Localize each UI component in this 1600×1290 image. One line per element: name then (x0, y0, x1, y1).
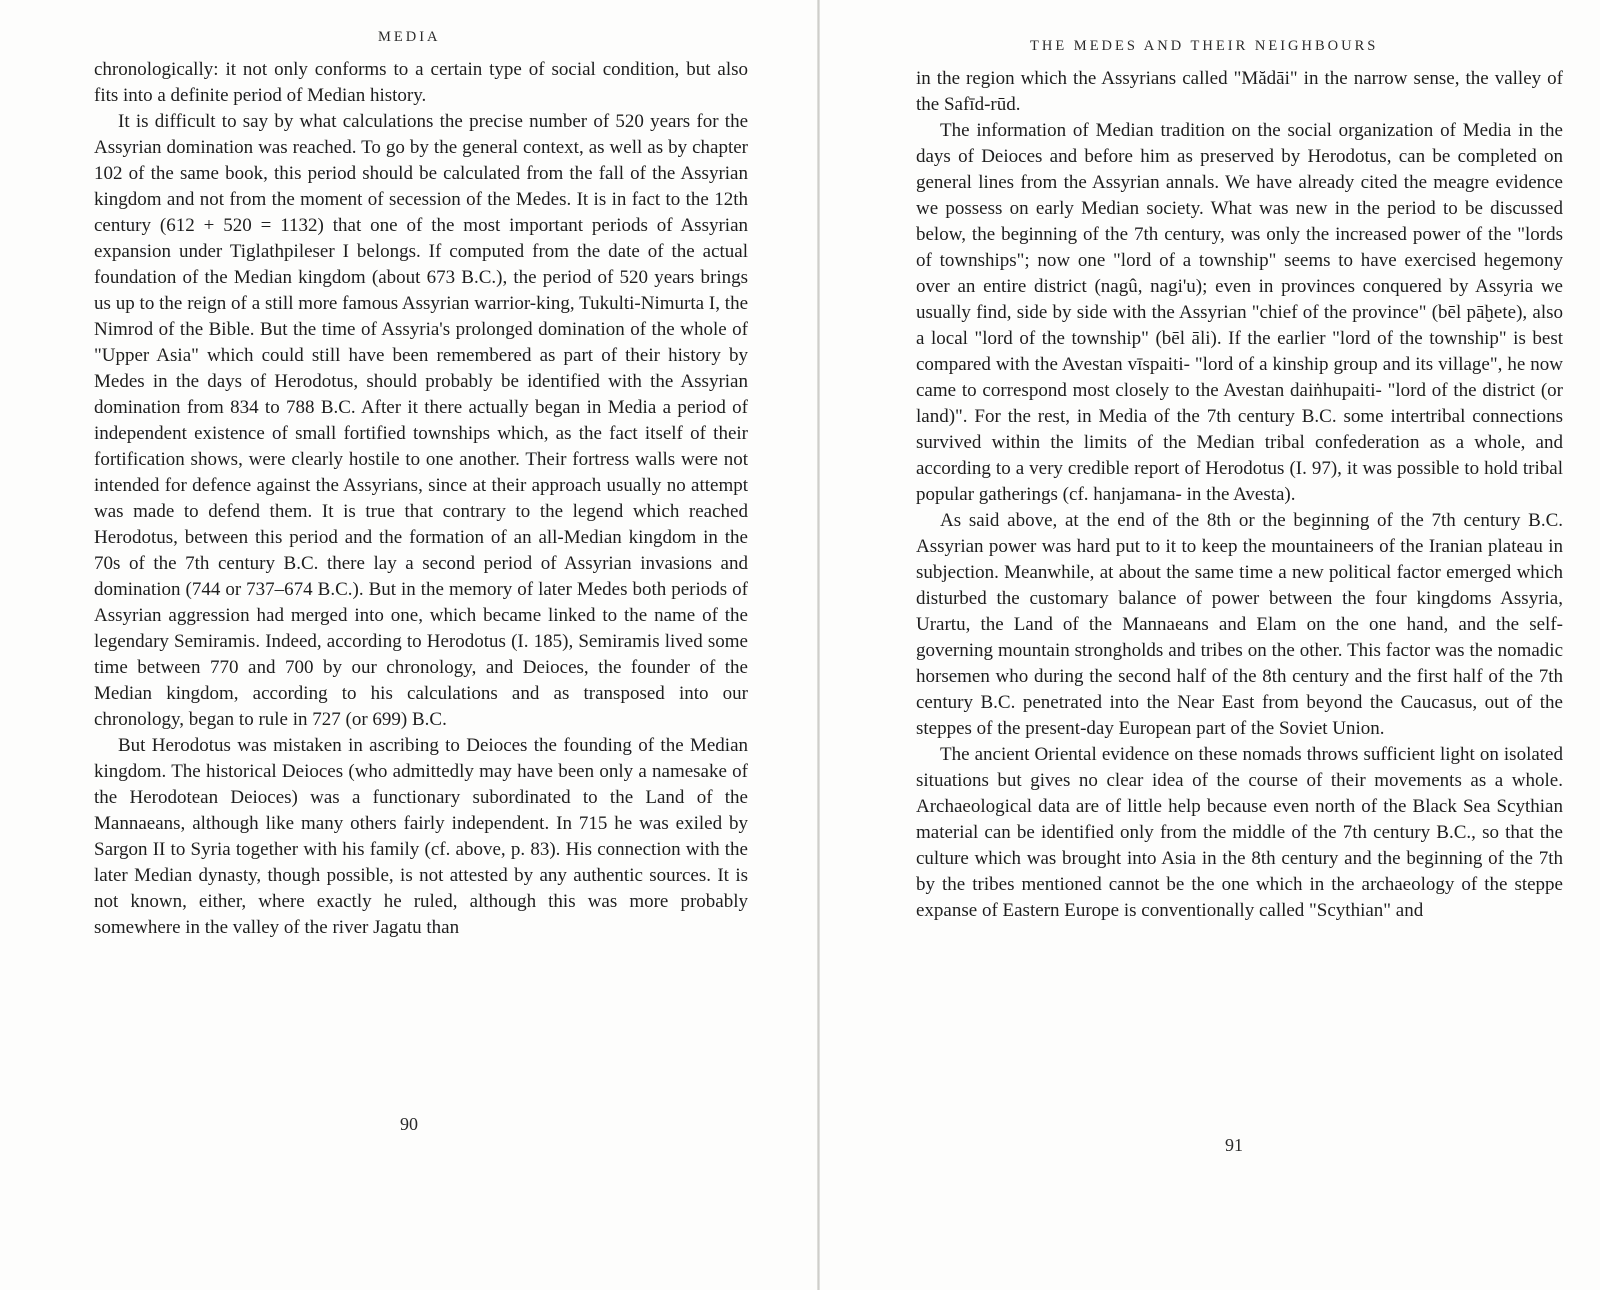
right-page-body (916, 66, 1563, 924)
running-head-left: MEDIA (378, 29, 441, 45)
page-number-left: 90 (400, 1114, 418, 1134)
paragraph: But Herodotus was mistaken in ascribing to Deioces the founding of the Median kingdom. The historical Deioces (who admittedly may have been only a namesake of the Herodotean Deioces) was a functionary subordinated to the Land of the Mannaeans, although like many others fairly independent. In 715 he was exiled by Sargon II to Syria together with his family (cf. above, p. 83). His connection with the later Median dynasty, though possible, is not attested by any authentic sources. It is not known, either, where exactly he ruled, although this was more probably somewhere in the valley of the river Jagatu than (94, 735, 748, 938)
left-page-body (94, 57, 748, 941)
paragraph: in the region which the Assyrians called "Mădāi" in the narrow sense, the valley of the Safīd-rūd. (916, 68, 1563, 115)
paragraph: As said above, at the end of the 8th or the beginning of the 7th century B.C. Assyrian power was hard put to it to keep the mountaineers of the Iranian plateau in subjection. Meanwhile, at about the same time a new political factor emerged which disturbed the customary balance of power between the four kingdoms Assyria, Urartu, the Land of the Mannaeans and Elam on the one hand, and the self-governing mountain strongholds and tribes on the other. This factor was the nomadic horsemen who during the second half of the 8th century and the first half of the 7th century B.C. penetrated into the Near East from beyond the Caucasus, out of the steppes of the present-day European part of the Soviet Union. (916, 510, 1563, 739)
right-page (820, 0, 1600, 1290)
running-head-right: THE MEDES AND THEIR NEIGHBOURS (1030, 38, 1379, 54)
paragraph: The ancient Oriental evidence on these nomads throws sufficient light on isolated situations but gives no clear idea of the course of their movements as a whole. Archaeological data are of little help because even north of the Black Sea Scythian material can be identified only from the middle of the 7th century B.C., so that the culture which was brought into Asia in the 8th century and the beginning of the 7th by the tribes mentioned cannot be the one which in the archaeology of the steppe expanse of Eastern Europe is conventionally called "Scythian" and (916, 744, 1563, 921)
paragraph: The information of Median tradition on the social organization of Media in the days of Deioces and before him as preserved by Herodotus, can be completed on general lines from the Assyrian annals. We have already cited the meagre evidence we possess on early Median society. What was new in the period to be discussed below, the beginning of the 7th century, was only the increased power of the "lords of townships"; now one "lord of a township" seems to have exercised hegemony over an entire district (nagû, nagi'u); even in provinces conquered by Assyria we usually find, side by side with the Assyrian "chief of the province" (bēl pāḫete), also a local "lord of the township" (bēl āli). If the earlier "lord of the township" is best compared with the Avestan vīspaiti- "lord of a kinship group and its village", he now came to correspond most closely to the Avestan daiṅhupaiti- "lord of the district (or land)". For the rest, in Media of the 7th century B.C. some intertribal connections survived within the limits of the Median tribal confederation as a whole, and according to a very credible report of Herodotus (I. 97), it was possible to hold tribal popular gatherings (cf. hanjamana- in the Avesta). (916, 120, 1563, 505)
paragraph: It is difficult to say by what calculations the precise number of 520 years for the Assyrian domination was reached. To go by the general context, as well as by chapter 102 of the same book, this period should be calculated from the fall of the Assyrian kingdom and not from the moment of secession of the Medes. It is in fact to the 12th century (612 + 520 = 1132) that one of the most important periods of Assyrian expansion under Tiglathpileser I belongs. If computed from the date of the actual foundation of the Median kingdom (about 673 B.C.), the period of 520 years brings us up to the reign of a still more famous Assyrian warrior-king, Tukulti-Nimurta I, the Nimrod of the Bible. But the time of Assyria's prolonged domination of the whole of "Upper Asia" which could still have been remembered as part of their history by Medes in the days of Herodotus, should probably be identified with the Assyrian domination from 834 to 788 B.C. After it there actually began in Media a period of independent existence of small fortified townships which, as the fact itself of their fortification shows, were clearly hostile to one another. Their fortress walls were not intended for defence against the Assyrians, since at their approach usually no attempt was made to defend them. It is true that contrary to the legend which reached Herodotus, between this period and the formation of an all-Median kingdom in the 70s of the 7th century B.C. there lay a second period of Assyrian invasions and domination (744 or 737–674 B.C.). But in the memory of later Medes both periods of Assyrian aggression had merged into one, which became linked to the name of the legendary Semiramis. Indeed, according to Herodotus (I. 185), Semiramis lived some time between 770 and 700 by our chronology, and Deioces, the founder of the Median kingdom, according to his calculations and as transposed into our chronology, began to rule in 727 (or 699) B.C. (94, 111, 748, 730)
paragraph: chronologically: it not only conforms to a certain type of social condition, but also fits into a definite period of Median history. (94, 59, 748, 106)
page-number-right: 91 (1225, 1135, 1243, 1155)
